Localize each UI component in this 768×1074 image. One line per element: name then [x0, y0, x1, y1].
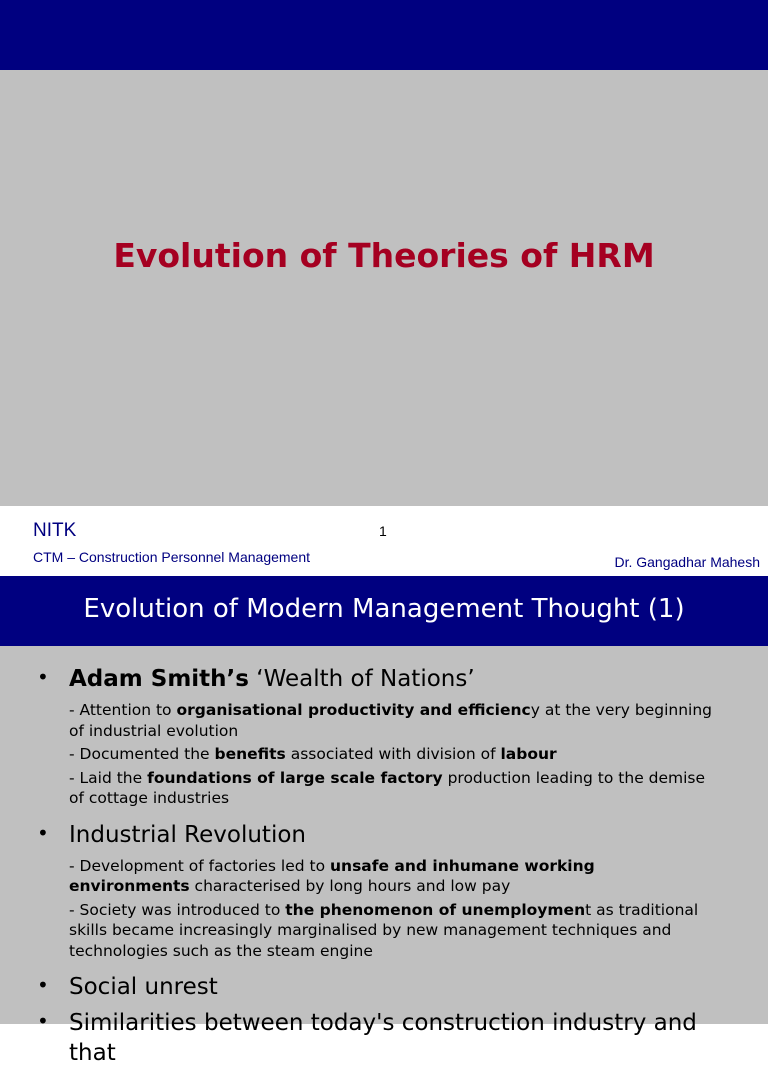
- sub-point: [0, 856, 768, 897]
- header-band: [0, 0, 768, 70]
- sub-text: t as traditional skills became increasingly marginalised by new management techniques and technologies such as the steam engine: [69, 900, 699, 960]
- sub-text: characterised by long hours and low pay: [189, 877, 511, 895]
- sub-text: - Documented the: [69, 745, 215, 763]
- slide-title: Evolution of Modern Management Thought (1): [83, 594, 685, 624]
- slide-title: Evolution of Theories of HRM: [113, 236, 655, 275]
- sub-point: [0, 744, 768, 765]
- bullet-icon: •: [37, 973, 49, 997]
- bullet-adam-smith: [0, 664, 768, 694]
- sub-text-bold: benefits: [214, 745, 286, 763]
- sub-text: y at the very beginning of industrial evolution: [69, 701, 713, 740]
- bullet-icon: •: [37, 1009, 49, 1033]
- bullet-label: ‘Wealth of Nations’: [248, 666, 475, 692]
- sub-text-bold: unsafe and inhumane working environments: [69, 856, 595, 895]
- bullet-industrial-revolution: [0, 820, 768, 850]
- bullet-label: Social unrest: [69, 974, 218, 1000]
- bullet-social-unrest: [0, 972, 768, 1002]
- slide-footer: [0, 506, 768, 576]
- course-name: CTM – Construction Personnel Management: [33, 549, 311, 565]
- sub-text-bold: labour: [500, 745, 557, 763]
- institution-name: NITK: [33, 520, 77, 541]
- bullet-label: Industrial Revolution: [69, 821, 306, 848]
- sub-text: production leading to the demise of cottage industries: [69, 768, 706, 807]
- sub-text: - Society was introduced to: [69, 900, 286, 919]
- sub-point: [0, 768, 768, 809]
- sub-text: - Laid the: [69, 768, 148, 787]
- sub-text-bold: organisational productivity and efficienc: [176, 701, 531, 719]
- author-name: Dr. Gangadhar Mahesh: [614, 554, 760, 570]
- bullet-similarities: [0, 1008, 768, 1068]
- page-number: 1: [379, 523, 387, 539]
- sub-text-bold: the phenomenon of unemploymen: [285, 900, 586, 919]
- bullet-label: Similarities between today's construction industry and that: [69, 1010, 697, 1066]
- sub-text: - Development of factories led to: [69, 856, 331, 875]
- bullet-icon: •: [37, 820, 49, 845]
- sub-text-bold: foundations of large scale factory: [147, 768, 443, 787]
- slide-body: [0, 664, 768, 1074]
- bullet-icon: •: [37, 665, 49, 689]
- sub-text: - Attention to: [69, 701, 177, 719]
- bullet-label-bold: Adam Smith’s: [69, 666, 249, 692]
- content-slide: [0, 576, 768, 1066]
- sub-point: [0, 700, 768, 741]
- sub-point: [0, 900, 768, 962]
- sub-text: associated with division of: [285, 745, 501, 763]
